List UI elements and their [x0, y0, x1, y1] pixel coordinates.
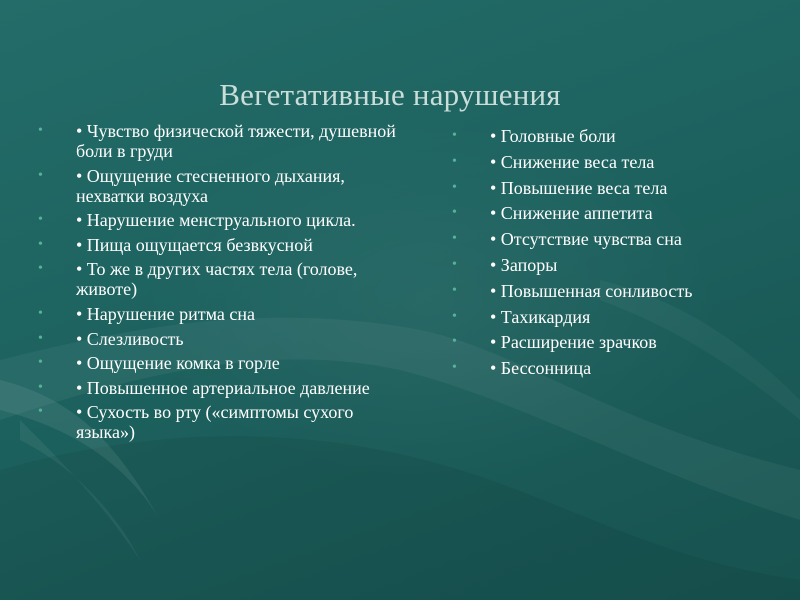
symptom-item [38, 235, 398, 255]
symptom-text: • Ощущение комка в горле [76, 353, 280, 374]
bullet-dot-icon: • [452, 231, 457, 247]
symptom-text: • Сухость во рту («симптомы сухого языка») [76, 402, 354, 443]
symptom-text: • Нарушение ритма сна [76, 303, 256, 324]
symptom-text: • Повышение веса тела [490, 177, 668, 198]
left-symptom-list [38, 121, 398, 447]
symptom-text: • Тахикардия [490, 306, 591, 327]
symptom-text: • Бессонница [490, 358, 592, 379]
symptom-text: • Чувство физической тяжести, душевной боли в груди [76, 121, 396, 161]
symptom-text: • Головные боли [490, 126, 616, 146]
symptom-item [452, 358, 782, 378]
bullet-dot-icon: • [452, 308, 457, 324]
symptom-text: • Ощущение стесненного дыхания, нехватки воздуха [76, 165, 345, 206]
symptom-item [452, 203, 782, 223]
bullet-dot-icon: • [452, 128, 457, 143]
symptom-text: • Повышенное артериальное давление [76, 377, 370, 398]
bullet-dot-icon: • [38, 355, 43, 371]
symptom-item [38, 304, 398, 324]
slide-title: Вегетативные нарушения [219, 76, 561, 112]
bullet-dot-icon: • [452, 282, 457, 298]
symptom-item [38, 210, 398, 230]
bullet-dot-icon: • [38, 305, 43, 321]
symptom-item [38, 259, 398, 299]
bullet-dot-icon: • [38, 404, 43, 420]
bullet-dot-icon: • [452, 205, 457, 221]
bullet-dot-icon: • [38, 212, 43, 228]
symptom-text: • Запоры [490, 254, 558, 275]
bullet-dot-icon: • [38, 330, 43, 346]
symptom-text: • То же в других частях тела (голове, животе) [76, 259, 358, 300]
symptom-item [38, 329, 398, 349]
symptom-text: • Снижение аппетита [490, 203, 653, 224]
symptom-text: • Пища ощущается безвкусной [76, 234, 313, 255]
symptom-item [452, 332, 782, 352]
symptom-text: • Отсутствие чувства сна [490, 229, 682, 250]
symptom-item [38, 121, 398, 161]
bullet-dot-icon: • [452, 153, 457, 169]
bullet-dot-icon: • [38, 379, 43, 395]
symptom-item [452, 152, 782, 172]
symptom-text: • Слезливость [76, 328, 184, 349]
symptom-text: • Расширение зрачков [490, 332, 657, 353]
bullet-dot-icon: • [452, 360, 457, 376]
bullet-dot-icon: • [38, 236, 43, 252]
symptom-item [38, 353, 398, 373]
symptom-text: • Снижение веса тела [490, 151, 655, 172]
symptom-item [452, 307, 782, 327]
bullet-dot-icon: • [452, 179, 457, 195]
symptom-item [38, 166, 398, 206]
symptom-item [452, 281, 782, 301]
symptom-item [452, 229, 782, 249]
bullet-dot-icon: • [452, 334, 457, 350]
symptom-text: • Нарушение менструального цикла. [76, 210, 356, 231]
symptom-item [452, 126, 782, 146]
bullet-dot-icon: • [38, 261, 43, 277]
symptom-item [452, 178, 782, 198]
bullet-dot-icon: • [38, 123, 43, 138]
symptom-text: • Повышенная сонливость [490, 280, 693, 301]
bullet-dot-icon: • [452, 256, 457, 272]
right-symptom-list [452, 126, 782, 384]
symptom-item [38, 402, 398, 442]
symptom-item [452, 255, 782, 275]
symptom-item [38, 378, 398, 398]
bullet-dot-icon: • [38, 167, 43, 183]
